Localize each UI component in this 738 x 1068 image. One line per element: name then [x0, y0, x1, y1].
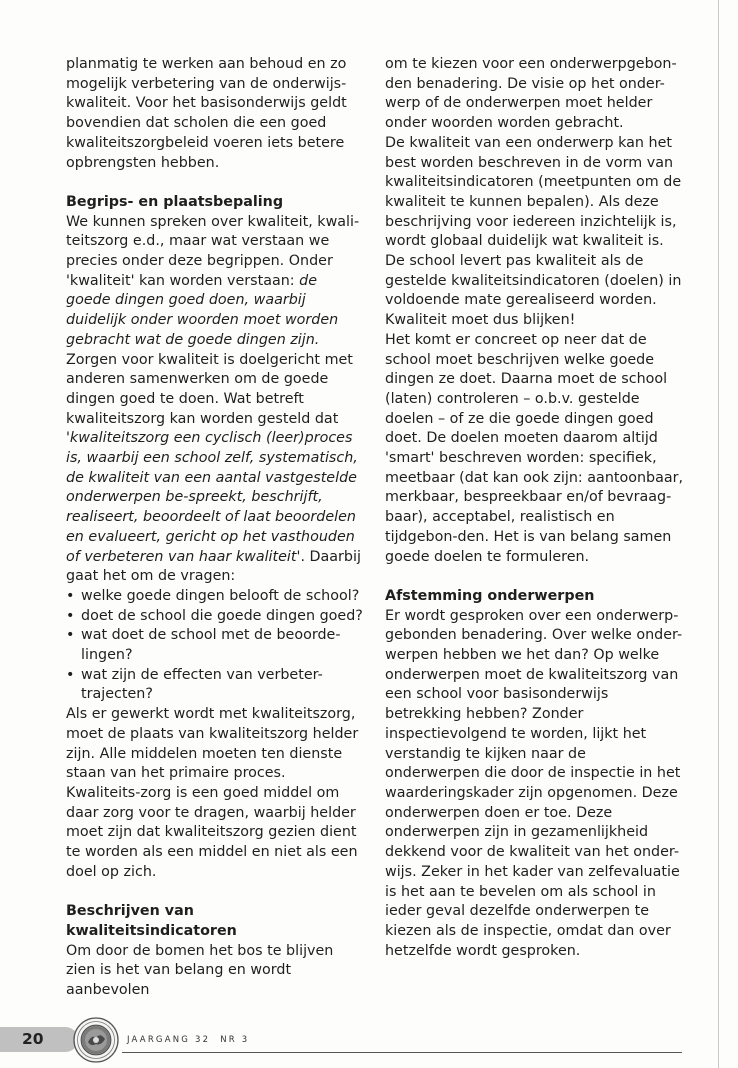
list-item: • wat doet de school met de beoorde-lingen?	[66, 626, 364, 665]
section1-paragraph: We kunnen spreken over kwaliteit, kwali-teitszorg e.d., maar wat verstaan we precies onder deze begrippen. Onder 'kwaliteit' kan worden verstaan: de goede dingen goed doen, waarbij duidelijk onder woorden moet worden gebracht wat de goede dingen zijn. Zorgen voor kwaliteit is doelgericht met anderen samenwerken om de goede dingen goed te doen. Wat betreft kwaliteitszorg kan worden gesteld dat 'kwaliteitszorg een cyclisch (leer)proces is, waarbij een school zelf, systematisch, de kwaliteit van een aantal vastgestelde onderwerpen be-spreekt, beschrijft, realiseert, beoordeelt of laat beoordelen en evalueert, gericht op het vasthouden of verbeteren van haar kwaliteit'. Daarbij gaat het om de vragen:	[66, 213, 361, 585]
heading-beschrijven-kwaliteitsindicatoren: Beschrijven van kwaliteitsindicatoren	[66, 903, 237, 939]
list-item: • wat zijn de effecten van verbeter-trajecten?	[66, 666, 364, 705]
left-column	[66, 55, 364, 1001]
heading-begrips-plaatsbepaling: Begrips- en plaatsbepaling	[66, 193, 284, 210]
section1-paragraph-2: Als er gewerkt wordt met kwaliteitszorg, moet de plaats van kwaliteitszorg helder zijn. Alle middelen moeten ten dienste staan van het primaire proces. Kwaliteits-zorg is een goed middel om daar zorg voor te dragen, waarbij helder moet zijn dat kwaliteitszorg gezien dient te worden als een middel en niet als een doel op zich.	[66, 706, 359, 880]
right-paragraph-2: De kwaliteit van een onderwerp kan het best worden beschreven in de vorm van kwaliteitsindicatoren (meetpunten om de kwaliteit te kunnen bepalen). Als deze beschrijving voor iedereen inzichtelijk is, wordt globaal duidelijk wat kwaliteit is. De school levert pas kwaliteit als de gestelde kwaliteitsindicatoren (doelen) in voldoende mate gerealiseerd worden. Kwaliteit moet dus blijken!	[385, 134, 682, 329]
footer-rule	[122, 1052, 682, 1053]
intro-paragraph: planmatig te werken aan behoud en zo mogelijk verbetering van de onderwijs-kwaliteit. Voor het basisonderwijs geldt bovendien dat scholen die een goed kwaliteitszorgbeleid voeren iets betere opbrengsten hebben.	[66, 56, 347, 171]
section3-paragraph: Er wordt gesproken over een onderwerp-gebonden benadering. Over welke onder-werpen hebben we het dan? Op welke onderwerpen moet de kwaliteitszorg van een school voor basisonderwijs betrekking hebben? Zonder inspectievolgend te worden, lijkt het verstandig te kijken naar de onderwerpen die door de inspectie in het waarderingskader zijn opgenomen. Deze onderwerpen doen er toe. Deze onderwerpen zijn in gezamenlijkheid dekkend voor de kwaliteit van het onder-wijs. Zeker in het kader van zelfevaluatie is het aan te bevelen om als school in ieder geval dezelfde onderwerpen te kiezen als de inspectie, omdat dan over hetzelfde wordt gesproken.	[385, 607, 683, 959]
list-item: • welke goede dingen belooft de school?	[66, 587, 364, 607]
journal-seal-icon	[72, 1016, 120, 1064]
page-number: 20	[22, 1030, 44, 1048]
issue-info	[127, 1033, 259, 1047]
list-item: • doet de school die goede dingen goed?	[66, 607, 364, 627]
issue-number-label: NR 3	[220, 1035, 250, 1045]
section2-paragraph: Om door de bomen het bos te blijven zien is het van belang en wordt aanbevolen	[66, 942, 334, 999]
right-paragraph-3: Het komt er concreet op neer dat de school moet beschrijven welke goede dingen ze doet. Daarna moet de school (laten) controleren – o.b.v. gestelde doelen – of ze die goede dingen goed doet. De doelen moeten daarom altijd 'smart' beschreven worden: specifiek, meetbaar (dat kan ook zijn: aantoonbaar, merkbaar, bespreekbaar en/of bevraag-baar), acceptabel, realistisch en tijdgebon-den. Het is van belang samen goede doelen te formuleren.	[385, 331, 684, 565]
volume-label: JAARGANG 32	[127, 1035, 211, 1045]
question-list	[66, 587, 364, 705]
heading-afstemming-onderwerpen: Afstemming onderwerpen	[385, 587, 595, 604]
page-edge-line	[718, 0, 719, 1068]
right-column	[385, 55, 685, 961]
right-paragraph-1: om te kiezen voor een onderwerpgebon-den benadering. De visie op het onder-werp of de onderwerpen moet helder onder woorden worden gebracht.	[385, 56, 677, 132]
